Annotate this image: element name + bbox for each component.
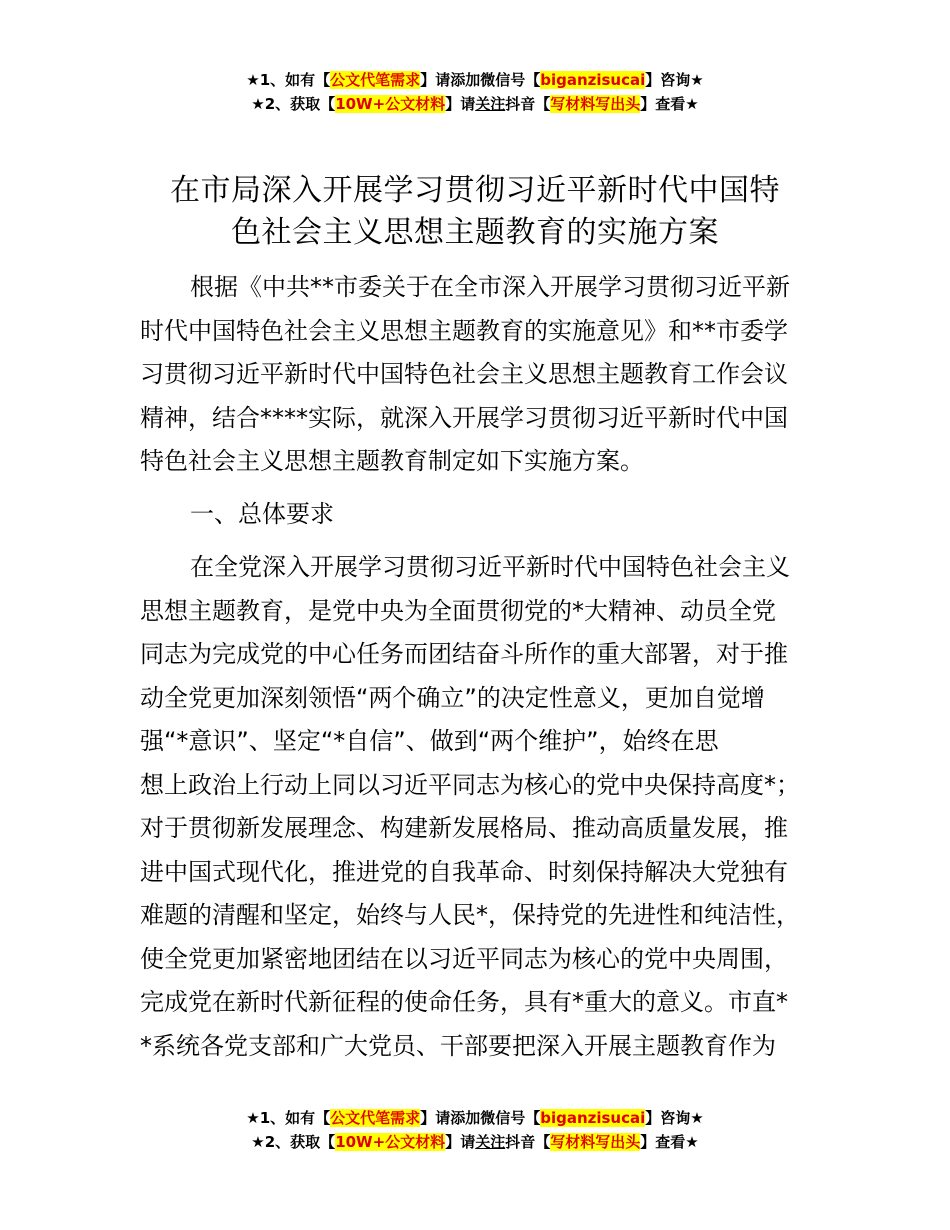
banner-text: 】查看★ bbox=[640, 1133, 699, 1151]
paragraph-line: 精神，结合****实际，就深入开展学习贯彻习近平新时代中国 bbox=[140, 403, 788, 432]
paragraph-line: 使全党更加紧密地团结在以习近平同志为核心的党中央周围， bbox=[140, 944, 788, 973]
banner-text: 】咨询★ bbox=[645, 1109, 704, 1127]
banner-underlined-text: 关注 bbox=[475, 95, 506, 113]
banner-text: 抖音【 bbox=[505, 95, 551, 113]
paragraph-line: 时代中国特色社会主义思想主题教育的实施意见》和**市委学 bbox=[140, 316, 788, 345]
paragraph-line: 特色社会主义思想主题教育制定如下实施方案。 bbox=[140, 447, 644, 475]
banner-highlight: 公文代笔需求 bbox=[330, 71, 421, 89]
paragraph-intro bbox=[140, 266, 840, 484]
section-heading bbox=[140, 493, 840, 537]
section-heading-text: 一、总体要求 bbox=[190, 500, 334, 528]
paragraph-line: 同志为完成党的中心任务而团结奋斗所作的重大部署，对于推 bbox=[140, 640, 788, 668]
banner-text: 】请添加微信号【 bbox=[420, 1109, 541, 1127]
paragraph-line: 完成党在新时代新征程的使命任务，具有*重大的意义。市直* bbox=[140, 988, 788, 1016]
banner-text: 】请 bbox=[445, 95, 476, 113]
banner-underlined-text: 关注 bbox=[475, 1133, 506, 1151]
banner-text: 抖音【 bbox=[505, 1133, 551, 1151]
banner-line-1 bbox=[0, 68, 950, 92]
paragraph-line: 想上政治上行动上同以习近平同志为核心的党中央保持高度*； bbox=[140, 770, 800, 799]
banner-highlight: 公文代笔需求 bbox=[330, 1109, 421, 1127]
douyin-id-highlight: 写材料写出头 bbox=[550, 95, 641, 113]
paragraph-line: *系统各党支部和广大党员、干部要把深入开展主题教育作为 bbox=[140, 1031, 776, 1060]
paragraph-line: 进中国式现代化，推进党的自我革命、时刻保持解决大党独有 bbox=[140, 857, 788, 886]
banner-highlight: 10W+公文材料 bbox=[335, 1133, 446, 1151]
title-line: 色社会主义思想主题教育的实施方案 bbox=[231, 215, 719, 250]
banner-text: 】请 bbox=[445, 1133, 476, 1151]
wechat-id-highlight: biganzisucai bbox=[540, 1109, 646, 1127]
document-title bbox=[0, 170, 950, 254]
paragraph-line: 对于贯彻新发展理念、构建新发展格局、推动高质量发展，推 bbox=[140, 814, 788, 842]
banner-text: ★1、如有【 bbox=[246, 1109, 331, 1127]
banner-line-2 bbox=[0, 1130, 950, 1154]
banner-line-1 bbox=[0, 1106, 950, 1130]
title-line: 在市局深入开展学习贯彻习近平新时代中国特 bbox=[170, 173, 780, 208]
douyin-id-highlight: 写材料写出头 bbox=[550, 1133, 641, 1151]
paragraph-line: 在全党深入开展学习贯彻习近平新时代中国特色社会主义 bbox=[190, 553, 790, 581]
paragraph-line: 根据《中共**市委关于在全市深入开展学习贯彻习近平新 bbox=[190, 273, 790, 301]
paragraph-line: 难题的清醒和坚定，始终与人民*，保持党的先进性和纯洁性， bbox=[140, 901, 800, 929]
banner-text: 】咨询★ bbox=[645, 71, 704, 89]
banner-text: ★2、获取【 bbox=[251, 1133, 336, 1151]
banner-text: 】请添加微信号【 bbox=[420, 71, 541, 89]
paragraph-line: 思想主题教育，是党中央为全面贯彻党的*大精神、动员全党 bbox=[140, 596, 776, 625]
banner-text: ★2、获取【 bbox=[251, 95, 336, 113]
banner-text: ★1、如有【 bbox=[246, 71, 331, 89]
banner-highlight: 10W+公文材料 bbox=[335, 95, 446, 113]
banner-text: 】查看★ bbox=[640, 95, 699, 113]
paragraph-line: 动全党更加深刻领悟“两个确立”的决定性意义，更加自觉增 bbox=[140, 683, 765, 712]
paragraph-line: 习贯彻习近平新时代中国特色社会主义思想主题教育工作会议 bbox=[140, 360, 788, 388]
wechat-id-highlight: biganzisucai bbox=[540, 71, 646, 89]
banner-line-2 bbox=[0, 92, 950, 116]
paragraph-general-requirements bbox=[140, 546, 840, 1068]
header-banner bbox=[0, 68, 950, 116]
paragraph-line: 强“*意识”、坚定“*自信”、做到“两个维护”，始终在思 bbox=[140, 727, 719, 755]
footer-banner bbox=[0, 1106, 950, 1154]
